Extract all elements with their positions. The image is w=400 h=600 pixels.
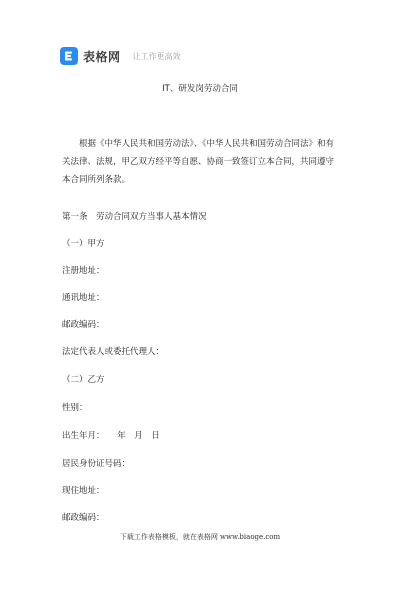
party-b-postal-code-label: 邮政编码： (62, 513, 105, 523)
party-a-heading: （一）甲方 (62, 239, 105, 249)
footer-text: 下载工作表格模板，就在表格网 www.biaoge.com (119, 533, 281, 541)
party-a-registered-address-label: 注册地址： (62, 266, 105, 276)
brand-header (60, 45, 181, 67)
party-a-legal-representative-label: 法定代表人或委托代理人： (62, 347, 165, 357)
party-a-mailing-address-label: 通讯地址： (62, 293, 105, 303)
party-b-id-number-label: 居民身份证号码： (62, 459, 131, 469)
party-b-gender-label: 性别： (62, 403, 88, 413)
brand-slogan: 让工作更高效 (132, 51, 181, 61)
document-title: IT、研发岗劳动合同 (162, 84, 238, 94)
party-b-heading: （二）乙方 (62, 375, 105, 385)
party-b-birth-date-label: 出生年月： 年 月 日 (62, 431, 160, 441)
brand-name: 表格网 (83, 49, 121, 64)
biaoge-logo-icon (60, 47, 78, 65)
article-1-heading: 第一条 劳动合同双方当事人基本情况 (62, 212, 207, 222)
party-b-current-address-label: 现住地址： (62, 486, 105, 496)
intro-paragraph: 根据《中华人民共和国劳动法》、《中华人民共和国劳动合同法》和有关法律、法规，甲乙双方经平等自愿、协商一致签订立本合同，共同遵守本合同所列条款。 (62, 139, 335, 185)
party-a-postal-code-label: 邮政编码： (62, 320, 105, 330)
